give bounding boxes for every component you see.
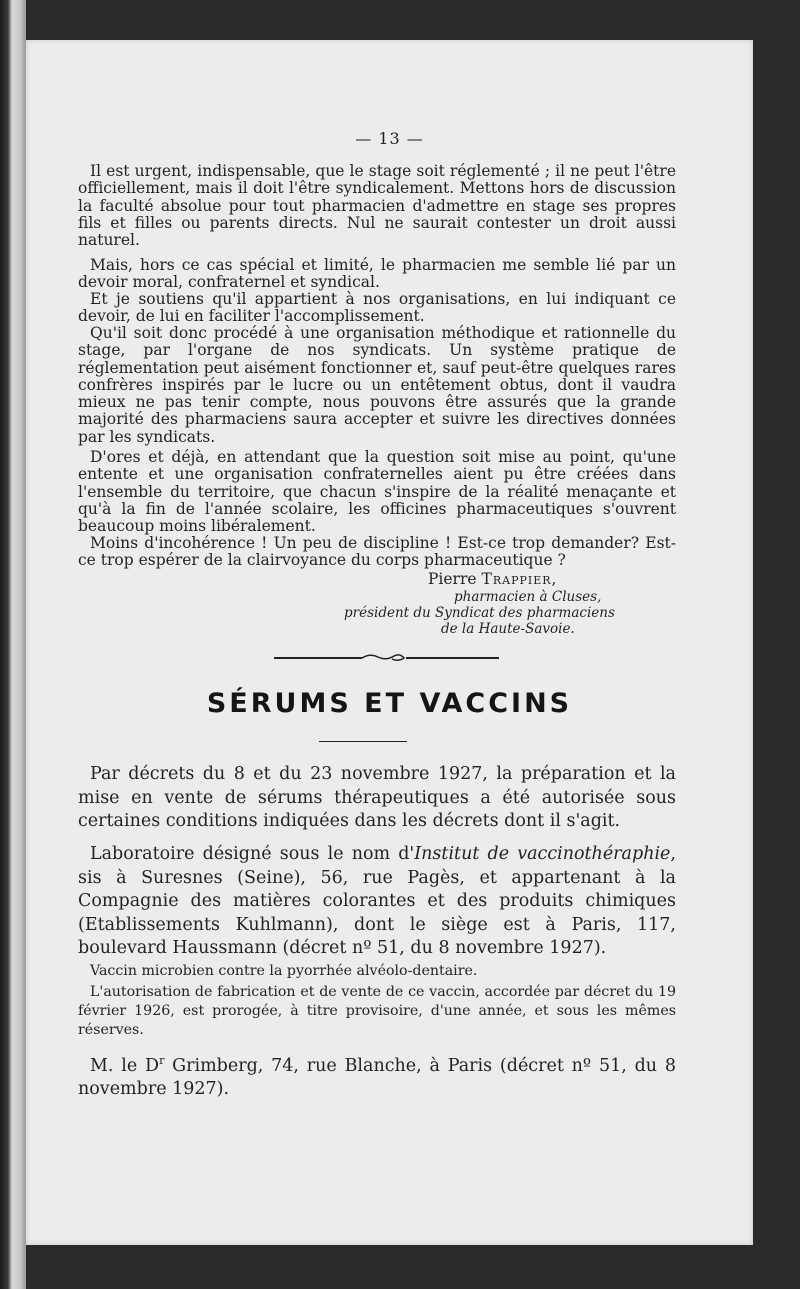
laboratory-paragraph <box>78 843 676 961</box>
doctor-superscript: r <box>159 1054 165 1067</box>
paragraph-4: Qu'il soit donc procédé à une organisation méthodique et rationnelle du stage, par l'organe de nos syndicats. Un système pratique de réglementation peut aisément fonctionner et, sauf peut-être quelques rares confrères inspirés par le lucre ou un entêtement obtus, dont il vaudra mieux ne pas tenir compte, nous pouvons être assurés que la grande majorité des pharmaciens saura accepter et suivre les directives données par les syndicats. <box>78 324 676 446</box>
section-ornament <box>274 650 499 666</box>
signature-line-2: président du Syndicat des pharmaciens <box>344 605 615 621</box>
paragraph-1: Il est urgent, indispensable, que le stage soit réglementé ; il ne peut l'être officiellement, mais il doit l'être syndicalement. Mettons hors de discussion la faculté absolue pour tout pharmacien d'admettre en stage ses propres fils et filles ou parents directs. Nul ne saurait contester un droit aussi naturel. <box>78 162 676 250</box>
title-underline <box>319 741 407 742</box>
laboratory-text-end: , sis à Suresnes (Seine), 56, rue Pagès, et appartenant à la Compagnie des matières colorantes et des produits chimiques (Etablissements Kuhlmann), dont le siège est à Paris, 117, boulevard Haussmann (décret nº 51, du 8 novembre 1927). <box>78 844 676 958</box>
signature-last-name: Trappier, <box>481 570 558 588</box>
doctor-paragraph <box>78 1049 676 1102</box>
laboratory-name: Institut de vaccinothéraphie <box>414 844 671 864</box>
signature-line-1: pharmacien à Cluses, <box>454 589 602 605</box>
vaccine-line: Vaccin microbien contre la pyorrhée alvéolo-dentaire. <box>90 963 478 979</box>
signature-line-3: de la Haute-Savoie. <box>441 621 575 637</box>
signature-name <box>428 572 557 588</box>
page-number: — 13 — <box>355 129 424 148</box>
document-page <box>26 40 753 1245</box>
section-title: SÉRUMS ET VACCINS <box>206 688 573 719</box>
paragraph-5: D'ores et déjà, en attendant que la question soit mise au point, qu'une entente et une organisation confraternelles aient pu être créées dans l'ensemble du territoire, que chacun s'inspire de la réalité menaçante et qu'à la fin de l'année scolaire, les officines pharmaceutiques s'ouvrent beaucoup moins libéralement. <box>78 448 676 536</box>
book-spine-edge <box>0 0 26 1289</box>
authorization-paragraph: L'autorisation de fabrication et de vente de ce vaccin, accordée par décret du 19 février 1926, est prorogée, à titre provisoire, d'une année, et sous les mêmes réserves. <box>78 984 676 1038</box>
signature-first-name: Pierre <box>428 570 477 588</box>
paragraph-6: Moins d'incohérence ! Un peu de discipline ! Est-ce trop demander? Est-ce trop espérer de la clairvoyance du corps pharmaceutique ? <box>78 534 676 570</box>
paragraph-2: Mais, hors ce cas spécial et limité, le pharmacien me semble lié par un devoir moral, confraternel et syndical. <box>78 256 676 292</box>
paragraph-3: Et je soutiens qu'il appartient à nos organisations, en lui indiquant ce devoir, de lui en faciliter l'accomplissement. <box>78 290 676 326</box>
doctor-text-start: M. le D <box>90 1055 160 1076</box>
intro-paragraph: Par décrets du 8 et du 23 novembre 1927, la préparation et la mise en vente de sérums thérapeutiques a été autorisée sous certaines conditions indiquées dans les décrets dont il s'agit. <box>78 764 676 831</box>
laboratory-text-start: Laboratoire désigné sous le nom d' <box>90 844 415 864</box>
doctor-text-end: Grimberg, 74, rue Blanche, à Paris (décret nº 51, du 8 novembre 1927). <box>78 1055 676 1100</box>
